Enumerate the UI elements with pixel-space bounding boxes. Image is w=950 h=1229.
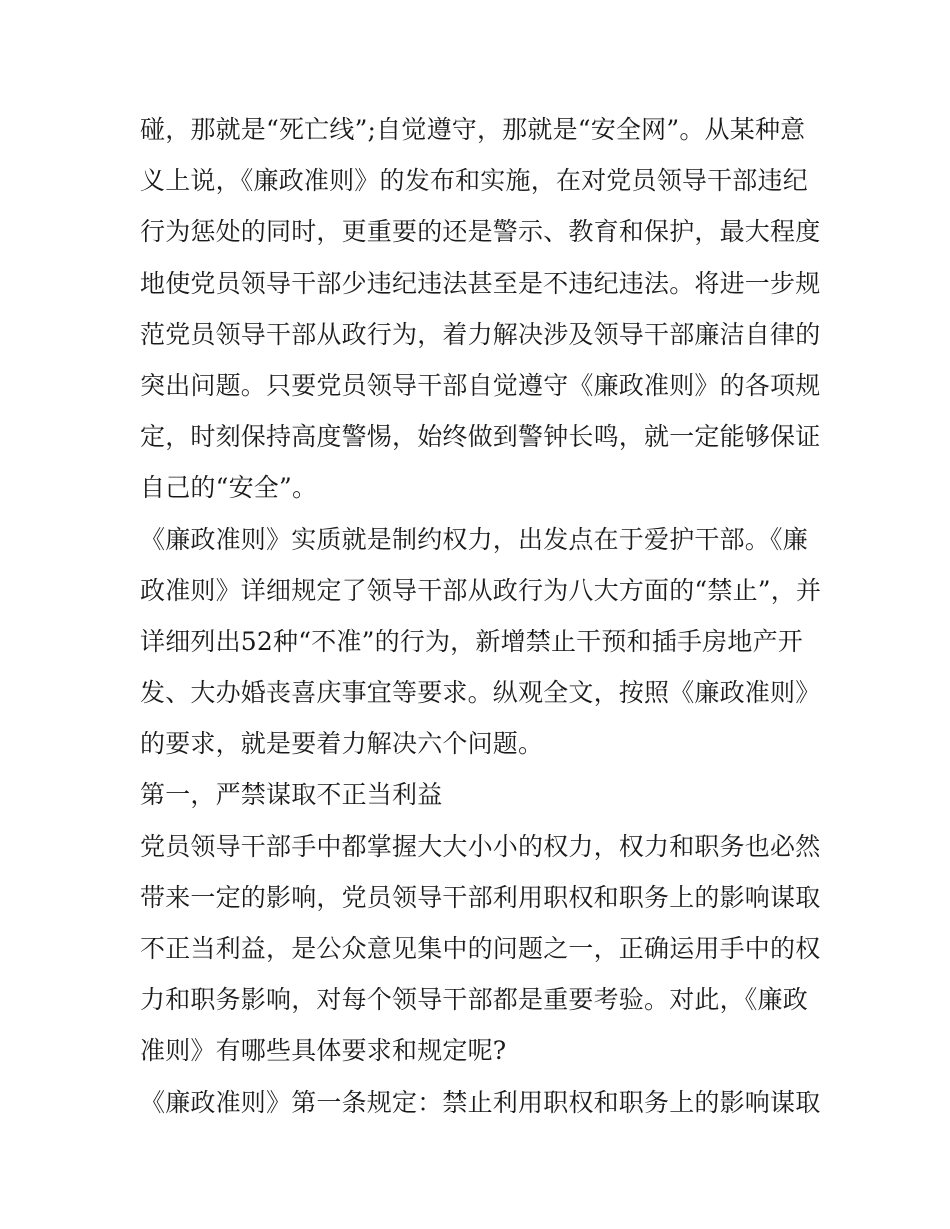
section-heading: 第一，严禁谋取不正当利益: [140, 780, 443, 810]
text-line: 行为惩处的同时，更重要的还是警示、教育和保护，最大程度: [140, 217, 821, 247]
text-line: 突出问题。只要党员领导干部自觉遵守《廉政准则》的各项规: [140, 370, 821, 400]
text-line: 力和职务影响，对每个领导干部都是重要考验。对此，《廉政: [140, 985, 808, 1015]
text-line: 的要求，就是要着力解决六个问题。: [140, 729, 544, 759]
text-line: 政准则》详细规定了领导干部从政行为八大方面的“禁止”，并: [140, 575, 822, 605]
text-line: 详细列出52种“不准”的行为，新增禁止干预和插手房地产开: [140, 626, 803, 656]
text-line: 范党员领导干部从政行为，着力解决涉及领导干部廉洁自律的: [140, 319, 821, 349]
text-line: 义上说，《廉政准则》的发布和实施，在对党员领导干部违纪: [140, 166, 808, 196]
text-line: 地使党员领导干部少违纪违法甚至是不违纪违法。将进一步规: [140, 268, 821, 298]
text-line: 《廉政准则》实质就是制约权力，出发点在于爱护干部。《廉: [140, 524, 808, 554]
text-line: 党员领导干部手中都掌握大大小小的权力，权力和职务也必然: [140, 831, 821, 861]
text-line: 定，时刻保持高度警惕，始终做到警钟长鸣，就一定能够保证: [140, 422, 821, 452]
text-line: 不正当利益，是公众意见集中的问题之一，正确运用手中的权: [140, 934, 821, 963]
text-line: 碰，那就是“死亡线”;自觉遵守，那就是“安全网”。从某种意: [140, 115, 806, 144]
text-line: 带来一定的影响，党员领导干部利用职权和职务上的影响谋取: [140, 882, 821, 912]
text-line: 《廉政准则》第一条规定：禁止利用职权和职务上的影响谋取: [140, 1087, 821, 1117]
text-line: 发、大办婚丧喜庆事宜等要求。纵观全文，按照《廉政准则》: [140, 678, 821, 708]
text-line: 准则》有哪些具体要求和规定呢?: [140, 1036, 507, 1066]
text-line: 自己的“安全”。: [140, 473, 318, 503]
body-text: [140, 104, 822, 1128]
